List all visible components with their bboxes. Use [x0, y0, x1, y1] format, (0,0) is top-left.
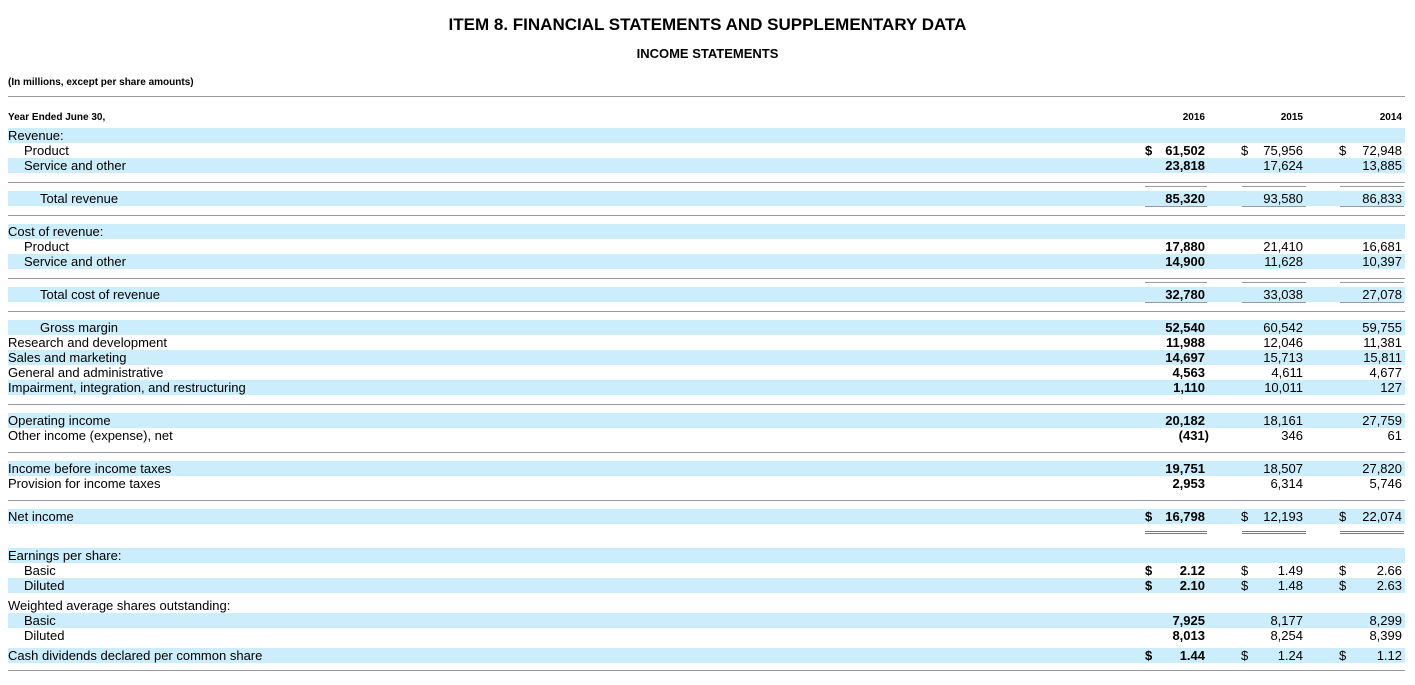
cell-2015: 15,713 [1263, 350, 1303, 365]
cell-2015: 21,410 [1263, 239, 1303, 254]
cell-2015: 18,161 [1263, 413, 1303, 428]
section-rule [8, 215, 1405, 216]
net-income-double-underline [1242, 531, 1306, 534]
cell-2016: 14,697 [1165, 350, 1205, 365]
table-row [0, 128, 1415, 143]
table-row [0, 335, 1415, 350]
row-label-diluted: Diluted [24, 628, 65, 643]
table-row [0, 239, 1415, 254]
net-income-double-underline [1145, 531, 1207, 534]
subtotal-underline [1242, 206, 1306, 207]
table-row [0, 158, 1415, 173]
section-rule [8, 452, 1405, 453]
row-label-service-and-other: Service and other [24, 158, 126, 173]
subtotal-underline [1340, 282, 1404, 283]
cell-2014: 2.63 [1376, 578, 1402, 593]
row-label-product: Product [24, 143, 69, 158]
cell-2016: (431) [1178, 428, 1209, 443]
year-header-2016: 2016 [1182, 112, 1205, 123]
cell-2014: 59,755 [1362, 320, 1402, 335]
subtotal-underline [1242, 302, 1306, 303]
row-label-product: Product [24, 239, 69, 254]
cell-2016: 14,900 [1165, 254, 1205, 269]
cell-2016: 1,110 [1173, 380, 1205, 395]
currency-symbol: $ [1241, 648, 1249, 663]
cell-2016: 19,751 [1165, 461, 1205, 476]
cell-2015: 12,193 [1263, 509, 1303, 524]
cell-2014: 16,681 [1362, 239, 1402, 254]
row-shading [8, 128, 1405, 143]
row-shading [8, 224, 1405, 239]
section-rule [8, 278, 1405, 279]
table-row [0, 143, 1415, 158]
cell-2016: 32,780 [1165, 287, 1205, 302]
currency-symbol: $ [1339, 143, 1347, 158]
cell-2015: 17,624 [1263, 158, 1303, 173]
table-row [0, 380, 1415, 395]
section-rule [8, 182, 1405, 183]
table-row [0, 320, 1415, 335]
subtotal-underline [1145, 282, 1207, 283]
cell-2016: 2.12 [1179, 563, 1205, 578]
cell-2015: 10,011 [1264, 380, 1303, 395]
cell-2015: 18,507 [1263, 461, 1303, 476]
table-row [0, 563, 1415, 578]
cell-2016: 11,988 [1165, 335, 1205, 350]
cell-2015: 60,542 [1263, 320, 1303, 335]
cell-2016: 52,540 [1165, 320, 1205, 335]
cell-2014: 5,746 [1369, 476, 1402, 491]
cell-2014: 86,833 [1362, 191, 1402, 206]
table-row [0, 428, 1415, 443]
row-label-total-cost-of-revenue: Total cost of revenue [40, 287, 160, 302]
cell-2014: 8,299 [1369, 613, 1402, 628]
row-label-impairment-integration-and-restructuring: Impairment, integration, and restructuring [8, 380, 246, 395]
row-label-other-income-expense-net: Other income (expense), net [8, 428, 173, 443]
section-rule [8, 500, 1405, 501]
cell-2014: 4,677 [1369, 365, 1402, 380]
subtotal-underline [1145, 186, 1207, 187]
table-row [0, 413, 1415, 428]
cell-2015: 1.48 [1277, 578, 1303, 593]
table-row [0, 598, 1415, 613]
cell-2014: 11,381 [1363, 335, 1402, 350]
cell-2015: 8,177 [1270, 613, 1303, 628]
document-title: ITEM 8. FINANCIAL STATEMENTS AND SUPPLEMENTARY DATA [448, 15, 967, 34]
row-label-operating-income: Operating income [8, 413, 111, 428]
row-shading [8, 548, 1405, 563]
row-label-total-revenue: Total revenue [40, 191, 119, 206]
row-label-research-and-development: Research and development [8, 335, 167, 350]
cell-2015: 11,628 [1264, 254, 1303, 269]
currency-symbol: $ [1145, 648, 1153, 663]
subtotal-underline [1340, 302, 1404, 303]
cell-2014: 72,948 [1362, 143, 1402, 158]
subtotal-underline [1242, 282, 1306, 283]
cell-2016: 1.44 [1179, 648, 1205, 663]
currency-symbol: $ [1241, 143, 1249, 158]
row-label-sales-and-marketing: Sales and marketing [8, 350, 127, 365]
cell-2014: 2.66 [1376, 563, 1402, 578]
net-income-double-underline [1340, 531, 1404, 534]
section-rule [8, 670, 1405, 671]
currency-symbol: $ [1339, 563, 1347, 578]
row-label-gross-margin: Gross margin [40, 320, 119, 335]
cell-2016: 2.10 [1179, 578, 1205, 593]
cell-2016: 17,880 [1165, 239, 1205, 254]
table-row [0, 578, 1415, 593]
currency-symbol: $ [1145, 563, 1153, 578]
currency-symbol: $ [1145, 578, 1153, 593]
table-row [0, 476, 1415, 491]
year-header-2015: 2015 [1280, 112, 1303, 123]
cell-2014: 10,397 [1362, 254, 1402, 269]
row-label-earnings-per-share: Earnings per share: [8, 548, 122, 563]
table-row [0, 350, 1415, 365]
cell-2016: 61,502 [1165, 143, 1205, 158]
currency-symbol: $ [1241, 509, 1249, 524]
table-row [0, 224, 1415, 239]
row-label-weighted-average-shares-outstanding: Weighted average shares outstanding: [8, 598, 231, 613]
cell-2015: 1.24 [1277, 648, 1303, 663]
cell-2016: 2,953 [1172, 476, 1205, 491]
row-label-general-and-administrative: General and administrative [8, 365, 164, 380]
cell-2014: 127 [1380, 380, 1402, 395]
row-label-cost-of-revenue: Cost of revenue: [8, 224, 104, 239]
cell-2015: 75,956 [1263, 143, 1303, 158]
cell-2015: 6,314 [1270, 476, 1303, 491]
cell-2016: 4,563 [1172, 365, 1205, 380]
currency-symbol: $ [1241, 563, 1249, 578]
table-row [0, 509, 1415, 524]
cell-2015: 93,580 [1263, 191, 1303, 206]
cell-2016: 16,798 [1165, 509, 1205, 524]
cell-2014: 15,811 [1363, 350, 1402, 365]
subtotal-underline [1340, 186, 1404, 187]
section-rule [8, 311, 1405, 312]
period-label: Year Ended June 30, [8, 112, 106, 123]
subtotal-underline [1242, 186, 1306, 187]
subtotal-underline [1145, 206, 1207, 207]
table-row [0, 287, 1415, 302]
currency-symbol: $ [1339, 578, 1347, 593]
currency-symbol: $ [1145, 143, 1153, 158]
cell-2014: 1.12 [1376, 648, 1402, 663]
cell-2015: 8,254 [1270, 628, 1303, 643]
currency-symbol: $ [1339, 648, 1347, 663]
cell-2016: 7,925 [1172, 613, 1205, 628]
section-rule [8, 404, 1405, 405]
row-label-revenue: Revenue: [8, 128, 64, 143]
table-row [0, 648, 1415, 663]
units-note: (In millions, except per share amounts) [8, 77, 194, 88]
cell-2014: 22,074 [1362, 509, 1402, 524]
cell-2016: 85,320 [1165, 191, 1205, 206]
table-row [0, 461, 1415, 476]
cell-2015: 346 [1281, 428, 1303, 443]
subtotal-underline [1340, 206, 1404, 207]
cell-2015: 33,038 [1263, 287, 1303, 302]
cell-2016: 8,013 [1172, 628, 1205, 643]
table-row [0, 628, 1415, 643]
row-label-service-and-other: Service and other [24, 254, 126, 269]
row-label-basic: Basic [24, 613, 56, 628]
table-row [0, 254, 1415, 269]
cell-2014: 13,885 [1362, 158, 1402, 173]
statement-title: INCOME STATEMENTS [636, 46, 779, 61]
cell-2014: 27,759 [1362, 413, 1402, 428]
cell-2015: 12,046 [1263, 335, 1303, 350]
row-label-cash-dividends-declared-per-common-share: Cash dividends declared per common share [8, 648, 263, 663]
row-label-basic: Basic [24, 563, 56, 578]
table-row [0, 613, 1415, 628]
row-label-provision-for-income-taxes: Provision for income taxes [8, 476, 161, 491]
currency-symbol: $ [1145, 509, 1153, 524]
cell-2016: 20,182 [1165, 413, 1205, 428]
table-row [0, 548, 1415, 563]
table-row [0, 191, 1415, 206]
row-label-net-income: Net income [8, 509, 74, 524]
cell-2015: 4,611 [1271, 365, 1303, 380]
cell-2014: 27,078 [1362, 287, 1402, 302]
cell-2014: 61 [1387, 428, 1402, 443]
subtotal-underline [1145, 302, 1207, 303]
cell-2015: 1.49 [1277, 563, 1303, 578]
cell-2014: 8,399 [1369, 628, 1402, 643]
table-row [0, 365, 1415, 380]
currency-symbol: $ [1339, 509, 1347, 524]
currency-symbol: $ [1241, 578, 1249, 593]
year-header-2014: 2014 [1379, 112, 1402, 123]
row-label-diluted: Diluted [24, 578, 65, 593]
row-label-income-before-income-taxes: Income before income taxes [8, 461, 172, 476]
cell-2016: 23,818 [1165, 158, 1205, 173]
cell-2014: 27,820 [1362, 461, 1402, 476]
